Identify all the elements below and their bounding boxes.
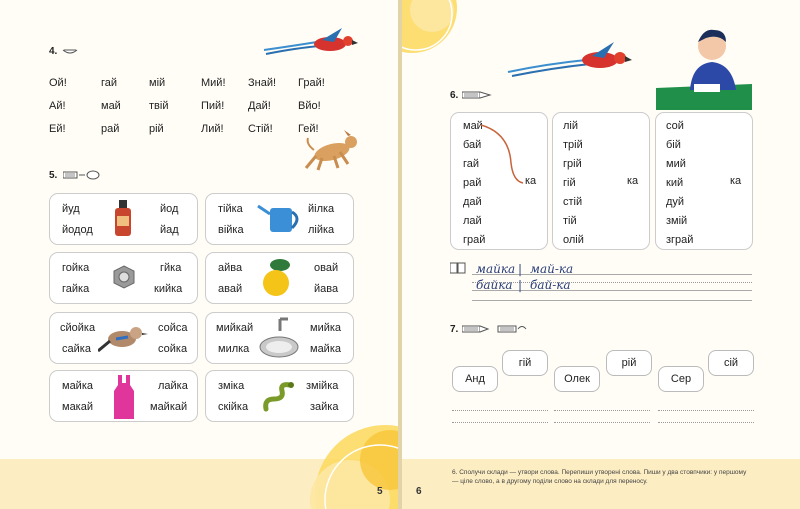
card-word: кийка (154, 283, 183, 295)
card-word: змійка (306, 380, 339, 392)
quince-icon (262, 257, 292, 299)
syllable-bubble: гій (502, 350, 548, 376)
card-word: зміка (218, 380, 245, 392)
card-word: авай (218, 283, 243, 295)
word-card (49, 252, 198, 304)
answer-line (554, 422, 650, 423)
dog-icon (304, 130, 364, 172)
answer-line (658, 410, 754, 411)
syllable-bubble: Анд (452, 366, 498, 392)
ex4-number: 4. (49, 46, 58, 57)
word-card (49, 193, 198, 245)
ex4-word: рій (149, 123, 164, 135)
card-word: йад (160, 224, 179, 236)
word-card (205, 312, 354, 364)
syllable: стій (563, 196, 583, 208)
card-word: майка (310, 343, 341, 355)
syllable: тій (563, 215, 577, 227)
syllable: олій (563, 234, 584, 246)
syllable: сой (666, 120, 684, 132)
handwritten-word: байка (476, 278, 513, 292)
card-word: лійка (308, 224, 335, 236)
card-word: гайка (62, 283, 90, 295)
syllable-column (552, 112, 650, 250)
card-word: айва (218, 262, 243, 274)
syllable-column (655, 112, 753, 250)
ex4-word: Гей! (298, 123, 319, 135)
pencil-eye-icon (63, 170, 101, 180)
card-word: сойса (158, 322, 188, 334)
jay-bird-icon (98, 321, 148, 357)
ex4-word: Пий! (201, 100, 225, 112)
card-word: гйка (160, 262, 182, 274)
syllable: зграй (666, 234, 694, 246)
word-card (205, 193, 354, 245)
card-word: мийка (310, 322, 342, 334)
answer-line (452, 410, 548, 411)
syllable-bubble: рій (606, 350, 652, 376)
syllable: рай (463, 177, 482, 189)
card-word: скійка (218, 401, 249, 413)
card-word: мийкай (216, 322, 254, 334)
ex4-word: Дай! (248, 100, 271, 112)
syllable: дай (463, 196, 482, 208)
ex4-word: Мий! (201, 77, 226, 89)
card-word: йава (314, 283, 339, 295)
answer-line (452, 422, 548, 423)
watering-can-icon (256, 202, 302, 236)
ex4-word: Стій! (248, 123, 273, 135)
card-word: йуд (62, 203, 80, 215)
writing-line (472, 282, 752, 283)
card-word: лайка (158, 380, 188, 392)
card-word: йодод (62, 224, 93, 236)
syllable-bubble: Сер (658, 366, 704, 392)
card-word: гойка (62, 262, 90, 274)
answer-line (658, 422, 754, 423)
syllable-bubble: Олек (554, 366, 600, 392)
ex4-word: Ай! (49, 100, 66, 112)
syllable: лій (563, 120, 579, 132)
iodine-bottle-icon (114, 200, 132, 238)
decorative-circles (402, 0, 472, 60)
parrot-icon (506, 38, 636, 82)
ex4-word: Вйо! (298, 100, 321, 112)
ex4-word: Лий! (201, 123, 224, 135)
card-word: милка (218, 343, 250, 355)
syllable-ending: ка (525, 175, 537, 187)
pencil-icon (462, 90, 494, 100)
connecting-line (479, 123, 527, 187)
tank-top-icon (112, 375, 136, 419)
syllable: змій (666, 215, 688, 227)
ex7-number: 7. (450, 324, 459, 335)
syllable: май (463, 120, 483, 132)
handwritten-syllables: май-ка (530, 262, 574, 276)
syllable: дуй (666, 196, 685, 208)
boy-writing-icon (654, 24, 754, 110)
card-word: майка (62, 380, 93, 392)
page-number-left: 5 (377, 486, 383, 497)
syllable-column (450, 112, 548, 250)
handwritten-divider: | (518, 262, 523, 276)
card-word: йілка (308, 203, 335, 215)
syllable: гай (463, 158, 480, 170)
left-page (0, 0, 398, 509)
syllable: лай (463, 215, 482, 227)
card-word: майкай (150, 401, 188, 413)
ex4-word: твій (149, 100, 169, 112)
word-card (205, 370, 354, 422)
page-number-right: 6 (416, 486, 422, 497)
ex4-word: Ей! (49, 123, 66, 135)
parrot-icon (262, 26, 362, 66)
syllable: бій (666, 139, 681, 151)
handwritten-syllables: бай-ка (530, 278, 571, 292)
word-card (205, 252, 354, 304)
syllable-ending: ка (627, 175, 639, 187)
ex4-word: Ой! (49, 77, 67, 89)
ex4-word: мій (149, 77, 166, 89)
nut-icon (112, 265, 136, 289)
syllable: бай (463, 139, 482, 151)
ex4-word: рай (101, 123, 120, 135)
syllable: гій (563, 177, 576, 189)
writing-line (472, 290, 752, 291)
notebook-icon (450, 262, 466, 274)
syllable: грай (463, 234, 486, 246)
ex5-number: 5. (49, 170, 58, 181)
card-word: сайка (62, 343, 91, 355)
answer-line (554, 410, 650, 411)
pencil-icon (462, 324, 532, 334)
snake-icon (262, 381, 296, 413)
card-word: сйойка (60, 322, 96, 334)
syllable: мий (666, 158, 686, 170)
syllable-ending: ка (730, 175, 742, 187)
right-page (402, 0, 800, 509)
card-word: овай (314, 262, 339, 274)
card-word: макай (62, 401, 93, 413)
syllable: трій (563, 139, 583, 151)
card-word: йод (160, 203, 179, 215)
handwritten-word: майка (476, 262, 516, 276)
ex4-word: Знай! (248, 77, 277, 89)
instructions-text: 6. Сполучи склади — утвори слова. Перепиши утворені слова. Пиши у два стовпчики: у першому — ціле слово, а в другому поділи слово на склади для переносу. (452, 469, 747, 485)
writing-line (472, 300, 752, 301)
ex6-number: 6. (450, 90, 459, 101)
card-word: війка (218, 224, 244, 236)
word-card (49, 312, 198, 364)
card-word: тійка (218, 203, 243, 215)
ex4-word: гай (101, 77, 118, 89)
syllable: кий (666, 177, 684, 189)
ex4-word: май (101, 100, 121, 112)
sink-icon (258, 317, 300, 359)
card-word: зайка (310, 401, 339, 413)
card-word: сойка (158, 343, 188, 355)
syllable: грій (563, 158, 582, 170)
mouth-icon (62, 47, 78, 57)
word-card (49, 370, 198, 422)
ex4-word: Грай! (298, 77, 325, 89)
syllable-bubble: сій (708, 350, 754, 376)
handwritten-divider: | (518, 278, 523, 292)
